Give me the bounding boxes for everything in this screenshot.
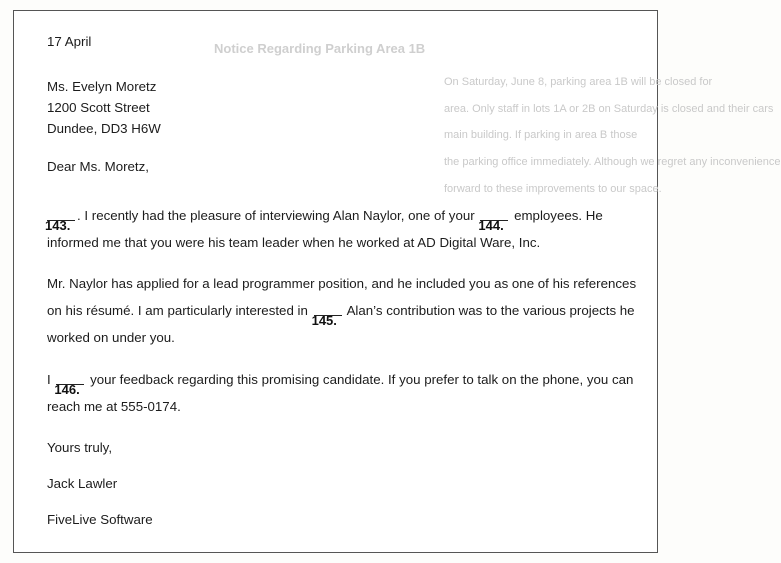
recipient-street: 1200 Scott Street [47,100,150,115]
bleed-through-line: area. Only staff in lots 1A or 2B on Saturday is closed and their cars [444,103,774,115]
paragraph-text: on his résumé. I am particularly interested in [47,303,308,318]
recipient-name: Ms. Evelyn Moretz [47,79,157,94]
question-number-145: 145. [311,313,337,328]
paragraph-2-line-1: Mr. Naylor has applied for a lead programmer position, and he included you as one of his references [47,276,637,291]
paragraph-3-line-1 [47,367,634,397]
question-number-144: 144. [478,218,504,233]
paragraph-2-line-2 [47,298,635,328]
answer-blank-144[interactable] [478,206,508,233]
recipient-city: Dundee, DD3 H6W [47,121,161,136]
signature-name: Jack Lawler [47,476,118,491]
closing: Yours truly, [47,440,113,455]
answer-blank-146[interactable] [54,370,84,397]
bleed-through-title: Notice Regarding Parking Area 1B [214,41,426,56]
letter-date: 17 April [47,34,92,49]
salutation: Dear Ms. Moretz, [47,159,149,174]
paragraph-text: employees. He [514,208,603,223]
answer-blank-145[interactable] [311,301,342,328]
paragraph-1-line-1 [45,203,603,233]
bleed-through-line: the parking office immediately. Although we regret any inconvenience [444,156,781,168]
paragraph-2-line-3: worked on under you. [47,330,175,345]
answer-blank-143[interactable] [45,206,75,233]
paragraph-3-line-2: reach me at 555-0174. [47,399,181,414]
letter-frame [13,10,781,553]
bleed-through-line: main building. If parking in area B those [444,129,638,141]
signature-company: FiveLive Software [47,512,153,527]
question-number-146: 146. [54,382,80,397]
bleed-through-line: forward to these improvements to our space. [444,183,662,195]
question-number-143: 143. [45,218,71,233]
paragraph-text: Alan’s contribution was to the various projects he [346,303,635,318]
paragraph-text: your feedback regarding this promising candidate. If you prefer to talk on the phone, you can [90,372,634,387]
paragraph-text: I [47,372,51,387]
bleed-through-line: On Saturday, June 8, parking area 1B will be closed for [444,76,713,88]
paragraph-1-line-2: informed me that you were his team leader when he worked at AD Digital Ware, Inc. [47,235,541,250]
paragraph-text: . I recently had the pleasure of interviewing Alan Naylor, one of your [77,208,475,223]
